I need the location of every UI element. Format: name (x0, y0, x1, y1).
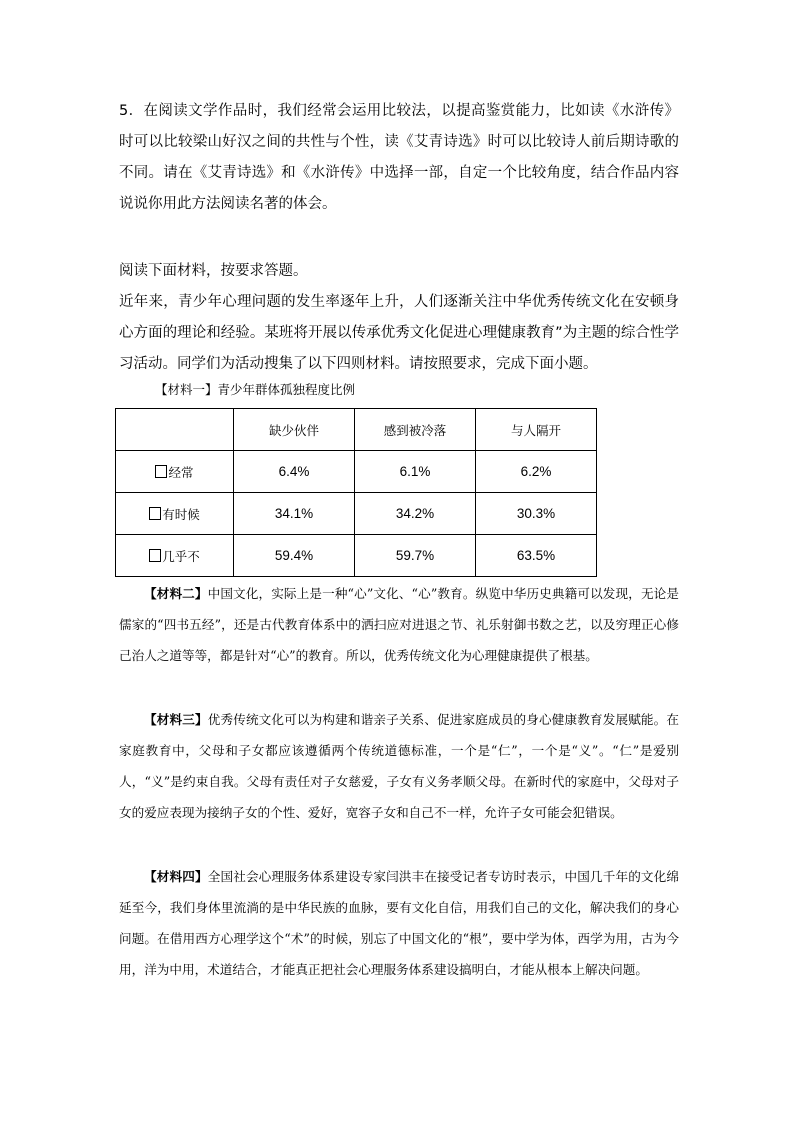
table-cell: 6.1% (355, 451, 476, 493)
table-cell: 59.4% (234, 535, 355, 577)
table-corner-cell (116, 409, 234, 451)
column-header: 与人隔开 (476, 409, 597, 451)
table-header-row (116, 409, 597, 451)
intro-paragraph: 近年来，青少年心理问题的发生率逐年上升，人们逐渐关注中华优秀传统文化在安顿身心方面的理论和经验。某班将开展以传承优秀文化促进心理健康教育”为主题的综合性学习活动。同学们为活动搜集了以下四则材料。请按照要求，完成下面小题。 (119, 294, 679, 372)
material-2-text: 中国文化，实际上是一种“心”文化、“心”教育。纵览中华历史典籍可以发现，无论是儒家的“四书五经”，还是古代教育体系中的洒扫应对进退之节、礼乐射御书数之艺，以及穷理正心修己治人之道等等，都是针对“心”的教育。所以，优秀传统文化为心理健康提供了根基。 (119, 586, 679, 663)
row-header (116, 493, 234, 535)
table-row (116, 493, 597, 535)
material-4-paragraph (119, 861, 679, 985)
material-4-label: 【材料四】 (144, 869, 208, 884)
material-2-paragraph (119, 578, 679, 671)
instruction-text: 阅读下面材料，按要求答题。 (119, 263, 308, 279)
column-header: 感到被冷落 (355, 409, 476, 451)
table-cell: 63.5% (476, 535, 597, 577)
material-3-text: 优秀传统文化可以为构建和谐亲子关系、促进家庭成员的身心健康教育发展赋能。在家庭教育中，父母和子女都应该遵循两个传统道德标准，一个是“仁”，一个是“义”。“仁”是爱别人，“义”是约束自我。父母有责任对子女慈爱，子女有义务孝顺父母。在新时代的家庭中，父母对子女的爱应表现为接纳子女的个性、爱好，宽容子女和自己不一样，允许子女可能会犯错误。 (119, 712, 680, 820)
table-cell: 6.4% (234, 451, 355, 493)
table-cell: 34.2% (355, 493, 476, 535)
checkbox-square-icon (149, 507, 161, 520)
row-label: 经常 (168, 464, 194, 480)
table-cell: 34.1% (234, 493, 355, 535)
material-2-label: 【材料二】 (144, 586, 208, 601)
table-row (116, 535, 597, 577)
row-label: 有时候 (162, 506, 200, 522)
question-5-text: 5．在阅读文学作品时，我们经常会运用比较法，以提高鉴赏能力，比如读《水浒传》时可以比较梁山好汉之间的共性与个性，读《艾青诗选》时可以比较诗人前后期诗歌的不同。请在《艾青诗选》和《水浒传》中选择一部，自定一个比较角度，结合作品内容说说你用此方法阅读名著的体会。 (119, 103, 679, 212)
material-4-text: 全国社会心理服务体系建设专家闫洪丰在接受记者专访时表示，中国几千年的文化绵延至今，我们身体里流淌的是中华民族的血脉，要有文化自信，用我们自己的文化，解决我们的身心问题。在借用西方心理学这个“术”的时候，别忘了中国文化的“根”，要中学为体，西学为用，古为今用，洋为中用，术道结合，才能真正把社会心理服务体系建设搞明白，才能从根本上解决问题。 (119, 869, 680, 977)
row-label: 几乎不 (162, 548, 200, 564)
row-header (116, 451, 234, 493)
material-1-table (115, 408, 597, 577)
material-1-title: 【材料一】青少年群体孤独程度比例 (155, 382, 356, 397)
checkbox-square-icon (155, 465, 167, 478)
column-header: 缺少伙伴 (234, 409, 355, 451)
table-cell: 59.7% (355, 535, 476, 577)
row-header (116, 535, 234, 577)
table-row (116, 451, 597, 493)
material-3-paragraph (119, 704, 679, 828)
reading-intro (119, 256, 679, 380)
material-3-label: 【材料三】 (144, 712, 208, 727)
table-cell: 6.2% (476, 451, 597, 493)
table-cell: 30.3% (476, 493, 597, 535)
checkbox-square-icon (149, 549, 161, 562)
